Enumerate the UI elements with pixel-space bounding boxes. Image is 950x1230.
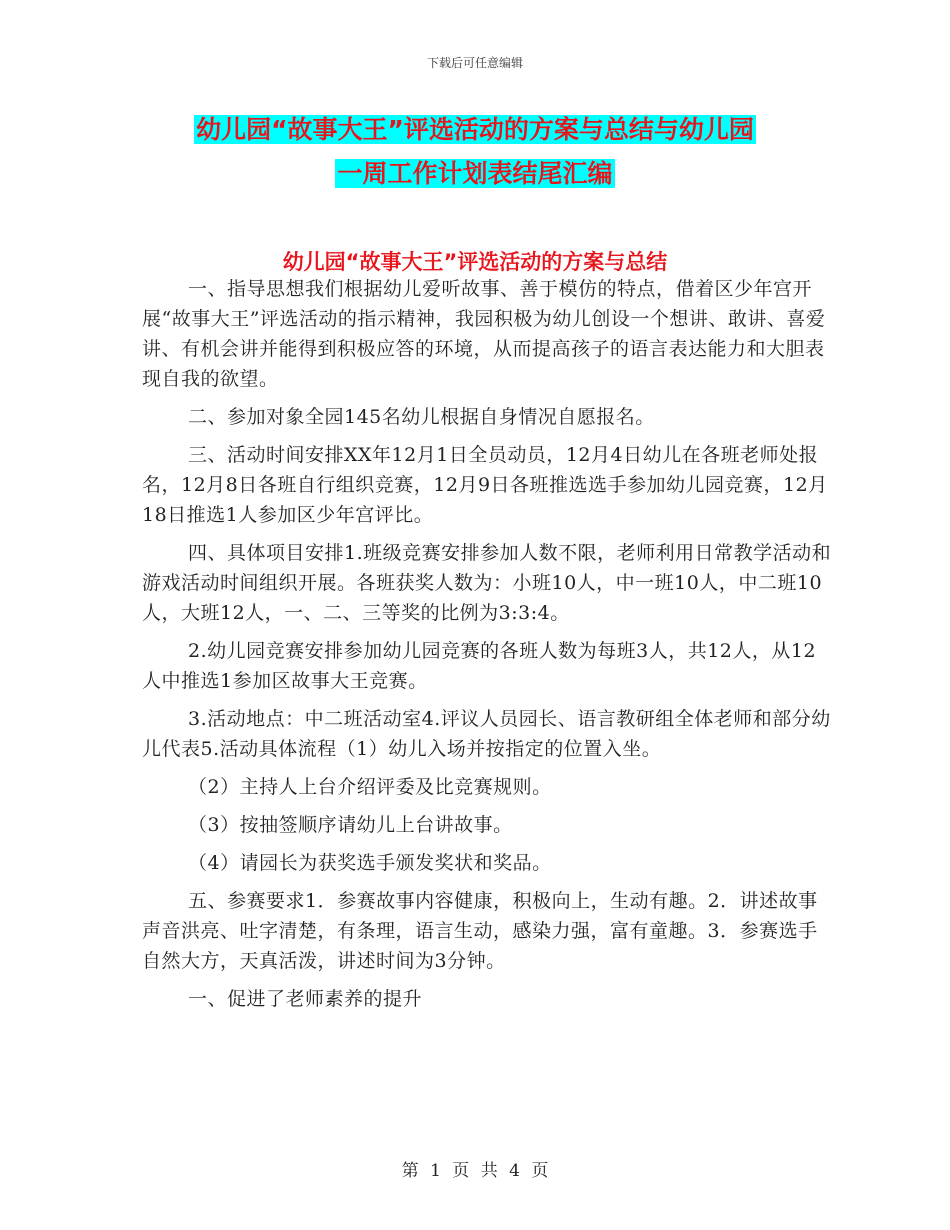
document-title-line-2 bbox=[0, 157, 950, 191]
page-footer: 第 1 页 共 4 页 bbox=[401, 1161, 549, 1181]
paragraph-guiding-thought: 一、指导思想我们根据幼儿爱听故事、善于模仿的特点，借着区少年宫开展“故事大王”评选活动的指示精神，我园积极为幼儿创设一个想讲、敢讲、喜爱讲、有机会讲并能得到积极应答的环境，从而提高孩子的语言表达能力和大胆表现自我的欲望。 bbox=[142, 278, 826, 390]
paragraph-schedule: 三、活动时间安排XX年12月1日全员动员，12月4日幼儿在各班老师处报名，12月8日各班自行组织竞赛，12月9日各班推选选手参加幼儿园竞赛，12月18日推选1人参加区少年宫评比。 bbox=[142, 444, 828, 526]
paragraph-venue-process: 3.活动地点：中二班活动室4.评议人员园长、语言教研组全体老师和部分幼儿代表5.活动具体流程（1）幼儿入场并按指定的位置入坐。 bbox=[142, 708, 831, 760]
paragraph-step-4: （4）请园长为获奖选手颁发奖状和奖品。 bbox=[188, 852, 552, 874]
paragraph-step-3: （3）按抽签顺序请幼儿上台讲故事。 bbox=[188, 814, 513, 836]
paragraph-kindergarten-contest: 2.幼儿园竞赛安排参加幼儿园竞赛的各班人数为每班3人，共12人，从12人中推选1参加区故事大王竞赛。 bbox=[142, 640, 817, 692]
document-title-text-1: 幼儿园“故事大王”评选活动的方案与总结与幼儿园 bbox=[196, 115, 754, 144]
paragraph-arrangements: 四、具体项目安排1.班级竞赛安排参加人数不限，老师利用日常教学活动和游戏活动时间组织开展。各班获奖人数为：小班10人，中一班10人，中二班10人，大班12人，一、二、三等奖的比例为3:3:4。 bbox=[142, 542, 832, 624]
document-title-text-2: 一周工作计划表结尾汇编 bbox=[337, 159, 613, 188]
document-body bbox=[142, 274, 832, 1022]
section-title: 幼儿园“故事大王”评选活动的方案与总结 bbox=[282, 250, 668, 274]
paragraph-requirements: 五、参赛要求1．参赛故事内容健康，积极向上，生动有趣。2．讲述故事声音洪亮、吐字清楚，有条理，语言生动，感染力强，富有童趣。3．参赛选手自然大方，天真活泼，讲述时间为3分钟。 bbox=[142, 890, 818, 972]
document-title-line-1 bbox=[0, 113, 950, 147]
header-note: 下载后可任意编辑 bbox=[426, 56, 523, 70]
paragraph-participants: 二、参加对象全园145名幼儿根据自身情况自愿报名。 bbox=[188, 406, 655, 428]
paragraph-summary-heading: 一、促进了老师素养的提升 bbox=[188, 988, 423, 1010]
paragraph-step-2: （2）主持人上台介绍评委及比竞赛规则。 bbox=[188, 776, 552, 798]
